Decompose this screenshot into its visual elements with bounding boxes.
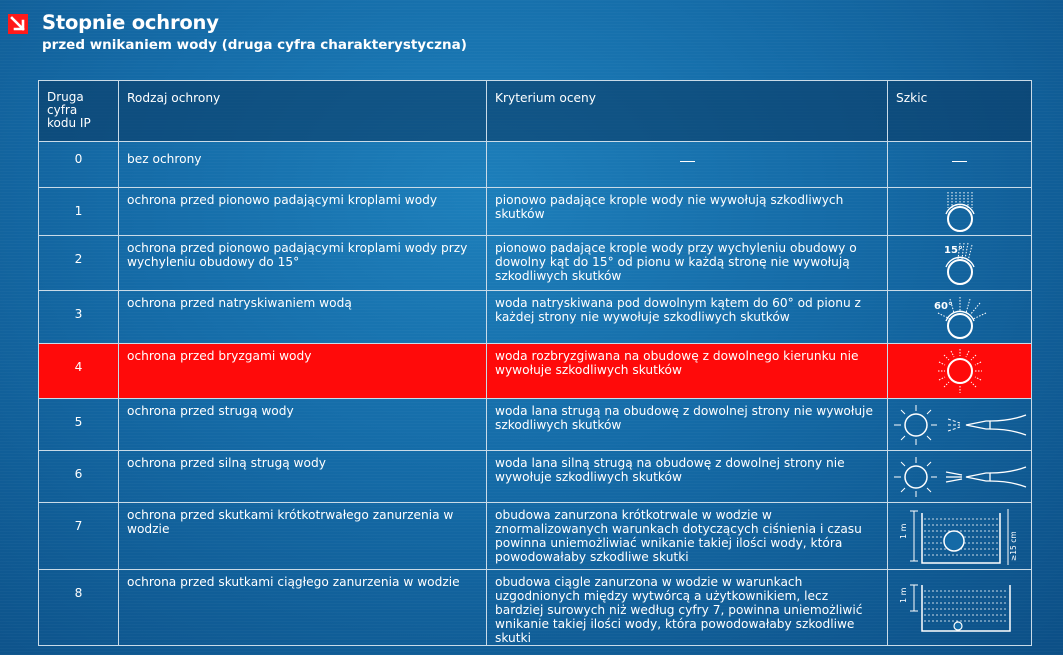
- table-row: [39, 503, 1032, 570]
- criterion-cell: woda lana silną strugą na obudowę z dowolnej strony nie wywołuje szkodliwych skutków: [487, 451, 888, 503]
- depth-label: 1 m: [898, 587, 908, 603]
- column-header-sketch: Szkic: [888, 81, 1032, 142]
- sketch-cell: [888, 451, 1032, 503]
- sketch-cell: [888, 188, 1032, 236]
- criterion-cell: obudowa zanurzona krótkotrwale w wodzie w znormalizowanych warunkach dotyczących ciśnienia i czasu powinna uniemożliwiać wnikanie takiej ilości wody, która powodowałaby szkodliwe skutki: [487, 503, 888, 570]
- spray-60-icon: [928, 293, 992, 341]
- table-row: [39, 236, 1032, 291]
- sketch-cell: [888, 399, 1032, 451]
- powerful-jet-icon: [890, 453, 1030, 501]
- protection-cell: ochrona przed skutkami ciągłego zanurzenia w wodzie: [119, 570, 487, 646]
- sketch-cell: [888, 236, 1032, 291]
- arrow-down-right-icon: [8, 14, 28, 34]
- ip-protection-table: [38, 80, 1032, 646]
- digit-cell: 4: [39, 344, 119, 399]
- temporary-immersion-icon: [892, 505, 1028, 567]
- splash-icon: [935, 347, 985, 395]
- table-row-highlighted: [39, 344, 1032, 399]
- digit-cell: 5: [39, 399, 119, 451]
- sketch-cell: [888, 570, 1032, 646]
- page-subtitle: przed wnikaniem wody (druga cyfra charakterystyczna): [42, 37, 467, 53]
- empty-dash: [680, 161, 695, 162]
- page-title: Stopnie ochrony: [42, 11, 219, 34]
- sketch-angle-label: 15°: [943, 245, 963, 256]
- criterion-cell: woda lana strugą na obudowę z dowolnej strony nie wywołuje szkodliwych skutków: [487, 399, 888, 451]
- digit-cell: 7: [39, 503, 119, 570]
- criterion-cell: pionowo padające krople wody nie wywołują szkodliwych skutków: [487, 188, 888, 236]
- sketch-cell: [888, 142, 1032, 188]
- protection-cell: ochrona przed pionowo padającymi kroplami wody: [119, 188, 487, 236]
- digit-cell: 6: [39, 451, 119, 503]
- table-row: [39, 291, 1032, 344]
- vertical-drops-icon: [930, 190, 990, 234]
- protection-cell: ochrona przed strugą wody: [119, 399, 487, 451]
- protection-cell: ochrona przed natryskiwaniem wodą: [119, 291, 487, 344]
- protection-cell: ochrona przed pionowo padającymi kroplami wody przy wychyleniu obudowy do 15°: [119, 236, 487, 291]
- protection-cell: ochrona przed skutkami krótkotrwałego zanurzenia w wodzie: [119, 503, 487, 570]
- sketch-angle-label: 60°: [933, 301, 953, 312]
- digit-cell: 3: [39, 291, 119, 344]
- sketch-cell: [888, 503, 1032, 570]
- protection-cell: ochrona przed silną strugą wody: [119, 451, 487, 503]
- digit-cell: 2: [39, 236, 119, 291]
- protection-cell: ochrona przed bryzgami wody: [119, 344, 487, 399]
- digit-cell: 8: [39, 570, 119, 646]
- column-header-criterion: Kryterium oceny: [487, 81, 888, 142]
- criterion-cell: pionowo padające krople wody przy wychyleniu obudowy o dowolny kąt do 15° od pionu w każdą stronę nie wywołują szkodliwych skutków: [487, 236, 888, 291]
- criterion-cell: woda natryskiwana pod dowolnym kątem do 60° od pionu z każdej strony nie wywołuje szkodliwych skutków: [487, 291, 888, 344]
- sketch-cell: [888, 344, 1032, 399]
- table-row: [39, 451, 1032, 503]
- protection-cell: bez ochrony: [119, 142, 487, 188]
- clearance-label: ≥15 cm: [1008, 531, 1018, 561]
- digit-cell: 0: [39, 142, 119, 188]
- table-row: [39, 188, 1032, 236]
- table-row: [39, 399, 1032, 451]
- criterion-cell: obudowa ciągle zanurzona w wodzie w warunkach uzgodnionych między wytwórcą a użytkownikiem, lecz bardziej surowych niż według cyfry 7, powinna uniemożliwić wnikanie takiej ilości wody, która powodowałaby szkodliwe skutki: [487, 570, 888, 646]
- tilted-drops-15-icon: [930, 239, 990, 287]
- column-header-protection: Rodzaj ochrony: [119, 81, 487, 142]
- sketch-cell: [888, 291, 1032, 344]
- table-row: [39, 570, 1032, 646]
- empty-dash: [952, 161, 967, 162]
- criterion-cell: woda rozbryzgiwana na obudowę z dowolnego kierunku nie wywołuje szkodliwych skutków: [487, 344, 888, 399]
- column-header-digit: Druga cyfra kodu IP: [39, 81, 119, 142]
- digit-cell: 1: [39, 188, 119, 236]
- continuous-immersion-icon: [892, 579, 1028, 637]
- water-jet-icon: [890, 401, 1030, 449]
- table-header-row: [39, 81, 1032, 142]
- criterion-cell: [487, 142, 888, 188]
- table-row: [39, 142, 1032, 188]
- depth-label: 1 m: [898, 523, 908, 539]
